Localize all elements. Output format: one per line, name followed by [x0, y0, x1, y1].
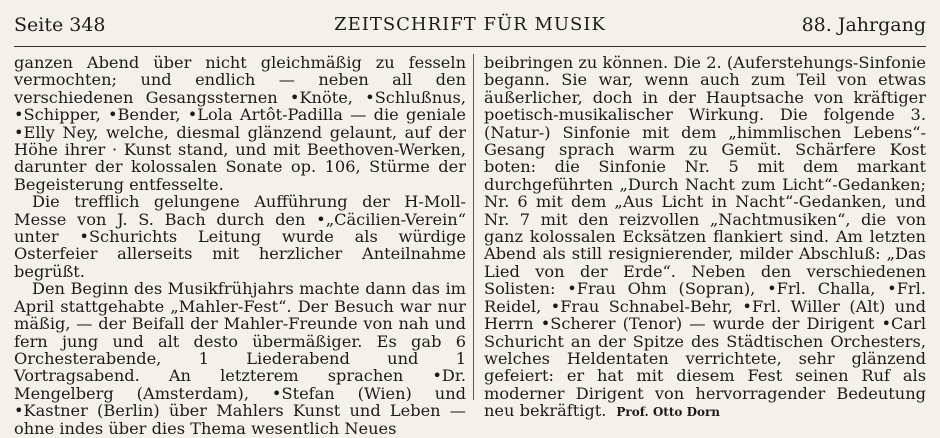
left-column [14, 54, 466, 437]
page-number: Seite 348 [14, 14, 106, 36]
left-paragraph-3: Den Beginn des Musikfrühjahrs machte dann das im April stattgehabte „Mahler-Fest“. Der Besuch war nur mäßig, — der Beifall der Mahler-Freunde von nah und fern jung und alt desto übermäßiger. Es gab 6 Orchesterabende, 1 Liederabend und 1 Vortragsabend. An letzterem sprachen •Dr. Mengelberg (Amsterdam), •Stefan (Wien) und •Kastner (Berlin) über Mahlers Kunst und Leben — ohne indes über dies Thema wesentlich Neues [14, 279, 466, 438]
left-paragraph-2: Die trefflich gelungene Aufführung der H-Moll-Messe von J. S. Bach durch den •„Cäcilien-Verein“ unter •Schurichts Leitung wurde als würdige Osterfeier allerseits mit herzlicher Anteilnahme begrüßt. [14, 192, 466, 281]
header-rule [14, 46, 926, 47]
right-paragraph-1-text: beibringen zu können. Die 2. (Auferstehungs-Sinfonie begann. Sie war, wenn auch zum Teil von etwas äußerlicher, doch in der Hauptsache von kräftiger poetisch-musikalischer Wirkung. Die folgende 3. (Natur-) Sinfonie mit dem „himmlischen Lebens“-Gesang sprach warm zu Gemüt. Schärfere Kost boten: die Sinfonie Nr. 5 mit dem markant durchgeführten „Durch Nacht zum Licht“-Gedanken; Nr. 6 mit dem „Aus Licht in Nacht“-Gedanken, und Nr. 7 mit den reizvollen „Nachtmusiken“, die von ganz kolossalen Ecksätzen flankiert sind. Am letzten Abend als still resignierender, milder Abschluß: „Das Lied von der Erde“. Neben den verschiedenen Solisten: •Frau Ohm (Sopran), •Frl. Challa, •Frl. Reidel, •Frau Schnabel-Behr, •Frl. Willer (Alt) und Herrn •Scherer (Tenor) — wurde der Dirigent •Carl Schuricht an der Spitze des Städtischen Orchesters, welches Heldentaten verrichtete, sehr glänzend gefeiert: er hat mit diesem Fest seinen Ruf als moderner Dirigent von hervorragender Bedeutung neu bekräftigt. [484, 53, 926, 421]
page-header [14, 14, 926, 40]
right-paragraph-1 [484, 54, 926, 422]
journal-title: ZEITSCHRIFT FÜR MUSIK [334, 14, 606, 35]
volume-year: 88. Jahrgang [801, 14, 926, 36]
author-signature: Prof. Otto Dorn [616, 405, 721, 420]
right-column [484, 54, 926, 422]
column-divider [473, 54, 474, 400]
left-paragraph-1: ganzen Abend über nicht gleichmäßig zu fesseln vermochten; und endlich — neben all den verschiedenen Gesangssternen •Knöte, •Schlußnus, •Schipper, •Bender, •Lola Artôt-Padilla — die geniale •Elly Ney, welche, diesmal glänzend gelaunt, auf der Höhe ihrer · Kunst stand, und mit Beethoven-Werken, darunter der kolossalen Sonate op. 106, Stürme der Begeisterung entfesselte. [14, 53, 466, 194]
